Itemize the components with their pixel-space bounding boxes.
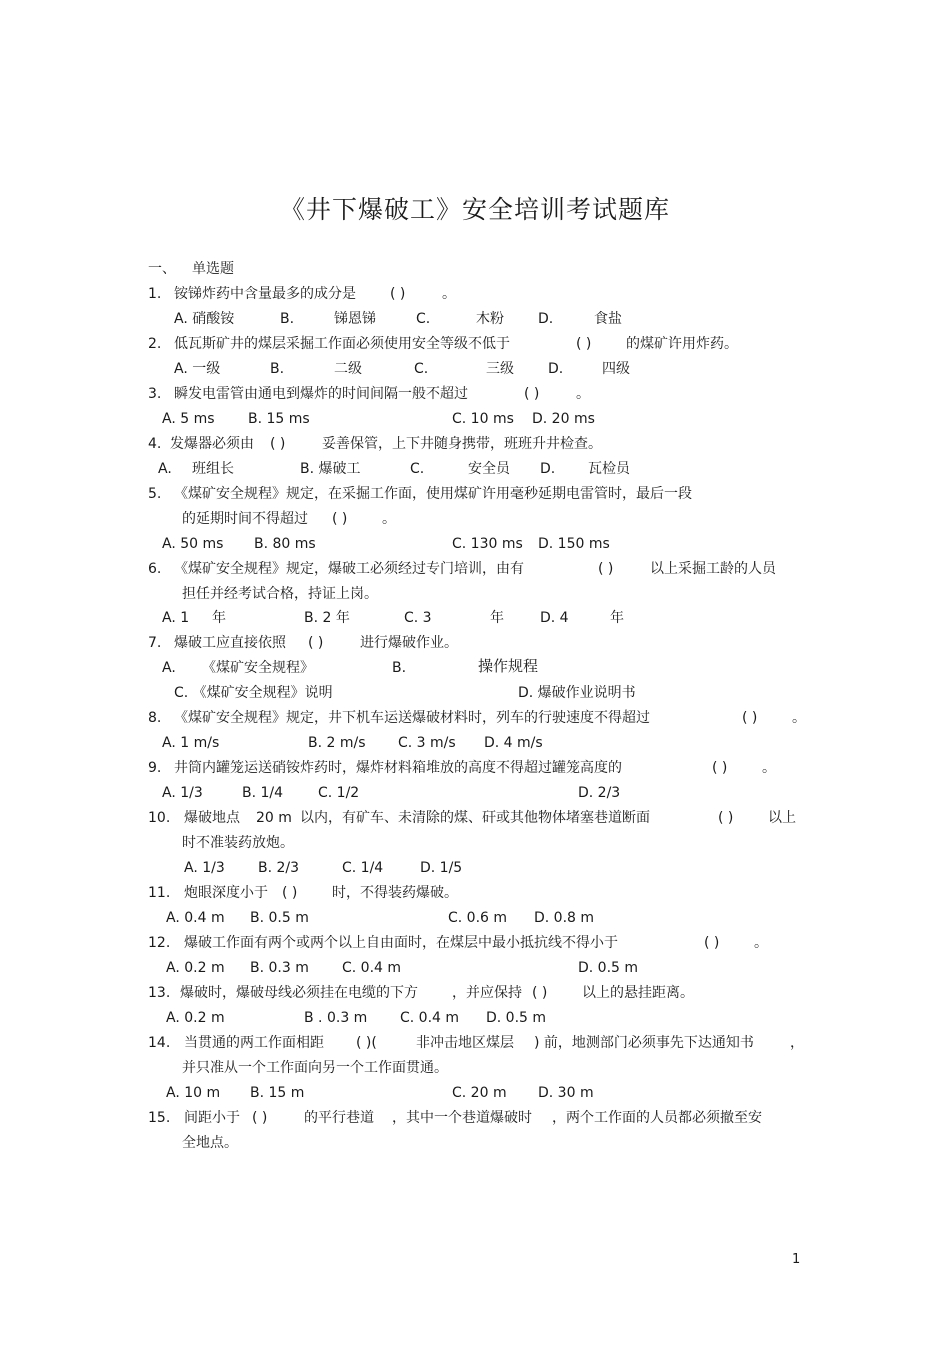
option: C.	[416, 311, 431, 327]
question-number: 12.	[148, 935, 171, 951]
option: 瓦检员	[588, 461, 630, 477]
option: A.	[162, 660, 176, 676]
option: 木粉	[476, 311, 504, 327]
option: B.	[392, 660, 407, 676]
question-number: 6.	[148, 561, 162, 577]
question-text-end: 妥善保管，上下井随身携带，班班升井检查。	[322, 436, 602, 452]
option: A. 一级	[174, 361, 221, 377]
option: A. 5 ms	[162, 411, 215, 427]
question-text-end: 以上的悬挂距离。	[582, 985, 694, 1001]
option: C.	[410, 461, 425, 477]
option: A. 0.2 m	[166, 960, 225, 976]
option: B.	[270, 361, 285, 377]
question-text-part: 的平行巷道	[304, 1110, 374, 1126]
option: 三级	[486, 361, 514, 377]
option: D.	[548, 361, 564, 377]
question-text-end: 。	[382, 511, 396, 527]
answer-blank: ( )	[308, 635, 324, 651]
option: A. 1 m/s	[162, 735, 220, 751]
question-number: 1.	[148, 286, 162, 302]
question-text-part: ，其中一个巷道爆破时	[392, 1110, 532, 1126]
option: A. 10 m	[166, 1085, 221, 1101]
question-text-line2: 的延期时间不得超过	[182, 511, 308, 527]
question-text: 《煤矿安全规程》规定，井下机车运送爆破材料时，列车的行驶速度不得超过	[174, 710, 650, 726]
question-number: 2.	[148, 336, 162, 352]
question-text: 间距小于	[184, 1110, 240, 1126]
option: A. 0.2 m	[166, 1010, 225, 1026]
option: C. 3	[404, 610, 432, 626]
option: A. 1/3	[162, 785, 203, 801]
question-number: 5.	[148, 486, 162, 502]
question-number: 13.	[148, 985, 171, 1001]
option: B. 80 ms	[254, 536, 316, 552]
option: A. 1/3	[184, 860, 225, 876]
option: 食盐	[594, 311, 622, 327]
option: 年	[212, 610, 226, 626]
question-text: 井筒内罐笼运送硝铵炸药时，爆炸材料箱堆放的高度不得超过罐笼高度的	[174, 760, 622, 776]
option: D. 0.8 m	[534, 910, 595, 926]
answer-blank: ( )	[598, 561, 614, 577]
answer-blank: ( )(	[356, 1035, 377, 1051]
question-text-part: ) 前，地测部门必须事先下达通知书	[534, 1035, 754, 1051]
question-text-end: 。	[754, 935, 768, 951]
option: B . 0.3 m	[304, 1010, 368, 1026]
question-number: 11.	[148, 885, 171, 901]
option: C. 10 ms	[452, 411, 514, 427]
option: A. 0.4 m	[166, 910, 225, 926]
option: C. 1/2	[318, 785, 360, 801]
question-text-line2: 并只准从一个工作面向另一个工作面贯通。	[182, 1060, 448, 1076]
answer-blank: ( )	[282, 885, 298, 901]
question-text: 发爆器必须由	[170, 436, 254, 452]
question-text: 爆破时，爆破母线必须挂在电缆的下方	[180, 985, 418, 1001]
option: D.	[540, 461, 556, 477]
option: A. 50 ms	[162, 536, 224, 552]
answer-blank: ( )	[742, 710, 758, 726]
question-text: 炮眼深度小于	[184, 885, 268, 901]
page-number: 1	[792, 1252, 801, 1267]
option: D. 爆破作业说明书	[518, 685, 636, 701]
question-number: 9.	[148, 760, 162, 776]
option: 二级	[334, 361, 362, 377]
option: D. 1/5	[420, 860, 463, 876]
option: 锑恩锑	[334, 311, 376, 327]
answer-blank: ( )	[270, 436, 286, 452]
option: D. 4 m/s	[484, 735, 543, 751]
option: C. 130 ms	[452, 536, 523, 552]
option: B. 1/4	[242, 785, 284, 801]
question-number: 14.	[148, 1035, 171, 1051]
option: D. 150 ms	[538, 536, 610, 552]
answer-blank: ( )	[390, 286, 406, 302]
option: A. 硝酸铵	[174, 311, 235, 327]
question-text-end: 。	[792, 710, 806, 726]
section-number: 一、	[148, 261, 176, 277]
option: B. 2 m/s	[308, 735, 366, 751]
question-text: 低瓦斯矿井的煤层采掘工作面必须使用安全等级不低于	[174, 336, 510, 352]
question-text-end: 进行爆破作业。	[360, 635, 458, 651]
question-number: 8.	[148, 710, 162, 726]
option: C. 20 m	[452, 1085, 507, 1101]
option: B. 爆破工	[300, 461, 361, 477]
question-number: 3.	[148, 386, 162, 402]
answer-blank: ( )	[332, 511, 348, 527]
option: C. 0.4 m	[400, 1010, 460, 1026]
option: B. 2 年	[304, 610, 350, 626]
question-number: 15.	[148, 1110, 171, 1126]
option: A.	[158, 461, 172, 477]
option: D. 4	[540, 610, 569, 626]
question-text: 爆破工作面有两个或两个以上自由面时，在煤层中最小抵抗线不得小于	[184, 935, 618, 951]
question-text: 《煤矿安全规程》规定，爆破工必须经过专门培训，由有	[174, 561, 524, 577]
question-text-end: 。	[576, 386, 590, 402]
option: B. 0.3 m	[250, 960, 309, 976]
answer-blank: ( )	[532, 985, 548, 1001]
answer-blank: ( )	[704, 935, 720, 951]
question-text-end: 。	[762, 760, 776, 776]
question-text-end: 以上	[768, 810, 796, 826]
option: C. 1/4	[342, 860, 384, 876]
option: B. 2/3	[258, 860, 300, 876]
question-text-end: 的煤矿许用炸药。	[626, 336, 738, 352]
question-text: 瞬发电雷管由通电到爆炸的时间间隔一般不超过	[174, 386, 468, 402]
option: 四级	[602, 361, 630, 377]
option: D. 0.5 m	[578, 960, 639, 976]
option: 年	[610, 610, 624, 626]
option: C. 《煤矿安全规程》说明	[174, 685, 333, 701]
answer-blank: ( )	[252, 1110, 268, 1126]
option: D. 20 ms	[532, 411, 595, 427]
section-label: 单选题	[192, 261, 234, 277]
option: 操作规程	[478, 657, 539, 675]
option: A. 1	[162, 610, 190, 626]
question-text-end: 以上采掘工龄的人员	[650, 561, 776, 577]
question-text-end: ，	[790, 1035, 804, 1051]
question-text: 爆破工应直接依照	[174, 635, 286, 651]
option: C. 0.4 m	[342, 960, 402, 976]
question-text: 当贯通的两工作面相距	[184, 1035, 324, 1051]
option: D. 2/3	[578, 785, 621, 801]
question-text: 《煤矿安全规程》规定，在采掘工作面，使用煤矿许用毫秒延期电雷管时，最后一段	[174, 486, 692, 502]
question-text-end: 时，不得装药爆破。	[332, 885, 458, 901]
option: 《煤矿安全规程》	[202, 660, 314, 676]
option: C.	[414, 361, 429, 377]
answer-blank: ( )	[712, 760, 728, 776]
question-text-end: ，两个工作面的人员都必须撤至安	[552, 1110, 762, 1126]
option: D.	[538, 311, 554, 327]
option: B.	[280, 311, 295, 327]
question-text-part: 20 m	[256, 810, 292, 826]
question-number: 7.	[148, 635, 162, 651]
question-text: 爆破地点	[184, 810, 240, 826]
answer-blank: ( )	[524, 386, 540, 402]
answer-blank: ( )	[576, 336, 592, 352]
question-number: 10.	[148, 810, 171, 826]
option: B. 0.5 m	[250, 910, 309, 926]
option: D. 30 m	[538, 1085, 594, 1101]
answer-blank: ( )	[718, 810, 734, 826]
option: D. 0.5 m	[486, 1010, 547, 1026]
option: 班组长	[192, 461, 234, 477]
question-text-end: 。	[442, 286, 456, 302]
option: B. 15 ms	[248, 411, 310, 427]
question-text-part: 非冲击地区煤层	[416, 1035, 514, 1051]
page-title: 《井下爆破工》安全培训考试题库	[279, 195, 670, 224]
option: 安全员	[468, 461, 510, 477]
option: B. 15 m	[250, 1085, 305, 1101]
question-text-line2: 担任并经考试合格，持证上岗。	[182, 586, 378, 602]
option: C. 3 m/s	[398, 735, 456, 751]
question-number: 4.	[148, 436, 162, 452]
question-text: 铵锑炸药中含量最多的成分是	[174, 286, 356, 302]
question-text-line2: 时不准装药放炮。	[182, 835, 294, 851]
question-text-line2: 全地点。	[182, 1135, 238, 1151]
option: C. 0.6 m	[448, 910, 508, 926]
question-text-part: ，并应保持	[452, 985, 522, 1001]
option: 年	[490, 610, 504, 626]
question-text-part: 以内，有矿车、未清除的煤、矸或其他物体堵塞巷道断面	[300, 810, 650, 826]
